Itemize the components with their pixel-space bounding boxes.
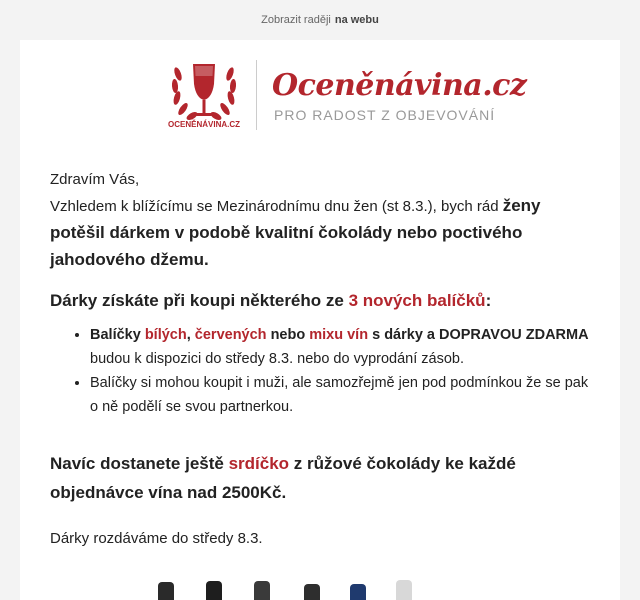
bullet1-free-shipping: s dárky a DOPRAVOU ZDARMA bbox=[368, 327, 589, 343]
bottle-dark bbox=[254, 581, 270, 600]
white-wines-link[interactable]: bílých bbox=[144, 327, 187, 343]
brand-tagline: PRO RADOST Z OBJEVOVÁNÍ bbox=[274, 107, 496, 123]
packages-heading-colon: : bbox=[485, 291, 492, 310]
bullet1-or: nebo bbox=[266, 327, 310, 343]
red-wines-link[interactable]: červených bbox=[194, 327, 267, 343]
packages-heading-text: Dárky získáte při koupi některého ze bbox=[50, 291, 349, 310]
view-in-browser-link[interactable]: na webu bbox=[334, 14, 379, 26]
intro-paragraph bbox=[50, 192, 595, 219]
logo-caption: OCENĚNÁVINA.CZ bbox=[168, 120, 241, 129]
bullet1-availability: budou k dispozici do středy 8.3. nebo do vyprodání zásob. bbox=[90, 351, 465, 367]
view-in-browser-prefix: Zobrazit raději bbox=[261, 14, 331, 26]
bottle-light bbox=[396, 580, 412, 600]
email-card bbox=[20, 40, 620, 600]
bullet1-comma: , bbox=[186, 327, 195, 343]
intro-bold-women: ženy bbox=[502, 196, 541, 215]
email-body bbox=[50, 168, 595, 551]
bottle-dark bbox=[304, 584, 320, 600]
packages-list bbox=[50, 323, 595, 419]
new-packages-link[interactable]: 3 nových balíčků bbox=[348, 291, 486, 310]
intro-text: Vzhledem k blížícímu se Mezinárodnímu dnu žen (st 8.3.), bych rád bbox=[50, 198, 503, 215]
email-header bbox=[20, 40, 620, 150]
packages-heading bbox=[50, 289, 595, 313]
bonus-text: Navíc dostanete ještě bbox=[50, 454, 229, 473]
bottle-blue-cap bbox=[350, 584, 366, 600]
view-in-browser-bar bbox=[0, 0, 640, 40]
list-item bbox=[90, 323, 595, 371]
bonus-paragraph bbox=[50, 449, 595, 507]
wine-bottles-image[interactable] bbox=[20, 580, 620, 600]
bottle-dark bbox=[206, 581, 222, 600]
intro-bold-gift: potěšil dárkem v podobě kvalitní čokolády nebo poctivého jahodového džemu. bbox=[50, 223, 523, 269]
bonus-text-end: z růžové čokolády ke každé objednávce vína nad 2500Kč. bbox=[50, 454, 516, 502]
greeting: Zdravím Vás, bbox=[50, 171, 140, 188]
brand-name[interactable]: Oceněnávina.cz bbox=[272, 68, 527, 103]
bullet1-text: Balíčky bbox=[90, 327, 145, 343]
list-item: • Balíčky si mohou koupit i muži, ale samozřejmě jen pod podmínkou že se pak o ně podělí se svou partnerkou. bbox=[90, 371, 595, 419]
heart-chocolate-link[interactable]: srdíčko bbox=[228, 454, 290, 473]
bottle-dark bbox=[158, 582, 174, 600]
header-divider bbox=[256, 60, 257, 130]
closing-note: Dárky rozdáváme do středy 8.3. bbox=[50, 530, 263, 547]
mixed-wines-link[interactable]: mixu vín bbox=[309, 327, 369, 343]
